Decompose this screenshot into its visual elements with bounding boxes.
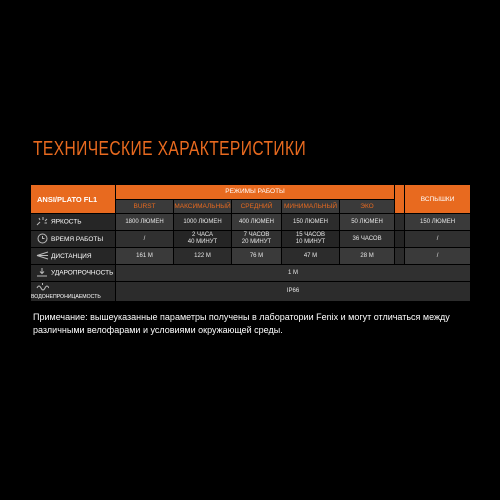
cell-line: 36 ЧАСОВ <box>352 235 382 242</box>
table-cell <box>116 231 174 248</box>
table-cell: 28 М <box>340 248 395 265</box>
row-label-text: ЯРКОСТЬ <box>51 218 82 226</box>
mode-header-eco: ЭКО <box>340 199 395 214</box>
table-cell: 150 ЛЮМЕН <box>405 214 471 231</box>
table-cell <box>174 231 232 248</box>
mode-header-max: МАКСИМАЛЬНЫЙ <box>174 199 232 214</box>
table-cell-spacer <box>395 248 405 265</box>
cell-line: / <box>143 235 146 242</box>
table-row <box>31 248 471 265</box>
cell-line: 10 МИНУТ <box>295 239 326 245</box>
footnote: Примечание: вышеуказанные параметры получены в лаборатории Fenix и могут отличаться между различными велофарами и условиями окружающей среды. <box>33 312 450 335</box>
table-row <box>31 231 471 248</box>
page-title: ТЕХНИЧЕСКИЕ ХАРАКТЕРИСТИКИ <box>33 138 307 160</box>
table-cell: / <box>405 231 471 248</box>
row-label-text: ДИСТАНЦИЯ <box>51 252 92 260</box>
mode-header-burst: BURST <box>116 199 174 214</box>
row-label-impact <box>31 265 116 282</box>
table-row <box>31 282 471 302</box>
table-cell: 400 ЛЮМЕН <box>232 214 282 231</box>
table-cell <box>232 231 282 248</box>
row-label-brightness <box>31 214 116 231</box>
impact-icon <box>35 267 49 279</box>
header-spacer <box>395 185 405 214</box>
row-label-waterproof <box>31 282 116 302</box>
beam-icon <box>35 251 49 262</box>
modes-group-header: РЕЖИМЫ РАБОТЫ <box>116 185 395 200</box>
row-label-text: ВРЕМЯ РАБОТЫ <box>51 235 104 243</box>
table-cell: 150 ЛЮМЕН <box>282 214 340 231</box>
cell-line: 7 ЧАСОВ <box>243 232 270 238</box>
cell-line: 15 ЧАСОВ <box>295 232 326 238</box>
row-label-runtime <box>31 231 116 248</box>
table-cell <box>340 231 395 248</box>
cell-line: 40 МИНУТ <box>187 239 218 245</box>
standard-label: ANSI/PLATO FL1 <box>31 185 116 214</box>
spec-table <box>30 184 471 302</box>
table-cell: 122 М <box>174 248 232 265</box>
table-cell-spacer <box>395 214 405 231</box>
table-row <box>31 265 471 282</box>
water-icon <box>35 282 49 294</box>
table-cell: 76 М <box>232 248 282 265</box>
table-cell: 47 М <box>282 248 340 265</box>
table-cell <box>282 231 340 248</box>
row-label-distance <box>31 248 116 265</box>
table-cell: 50 ЛЮМЕН <box>340 214 395 231</box>
table-cell: 1000 ЛЮМЕН <box>174 214 232 231</box>
row-label-text: ВОДОНЕПРОНИЦАЕМОСТЬ <box>31 294 101 300</box>
table-row <box>31 214 471 231</box>
mode-header-min: МИНИМАЛЬНЫЙ <box>282 199 340 214</box>
table-cell: / <box>405 248 471 265</box>
table-cell-merged: IP66 <box>116 282 471 302</box>
cell-line: 20 МИНУТ <box>241 239 272 245</box>
table-cell: 1800 ЛЮМЕН <box>116 214 174 231</box>
table-cell: 161 М <box>116 248 174 265</box>
table-cell-spacer <box>395 231 405 248</box>
mode-header-mid: СРЕДНИЙ <box>232 199 282 214</box>
flash-header: ВСПЫШКИ <box>405 185 471 214</box>
brightness-icon <box>35 216 49 228</box>
row-label-text: УДАРОПРОЧНОСТЬ <box>51 269 114 277</box>
clock-icon <box>35 233 49 246</box>
table-cell-merged: 1 М <box>116 265 471 282</box>
cell-line: 2 ЧАСА <box>191 232 214 238</box>
